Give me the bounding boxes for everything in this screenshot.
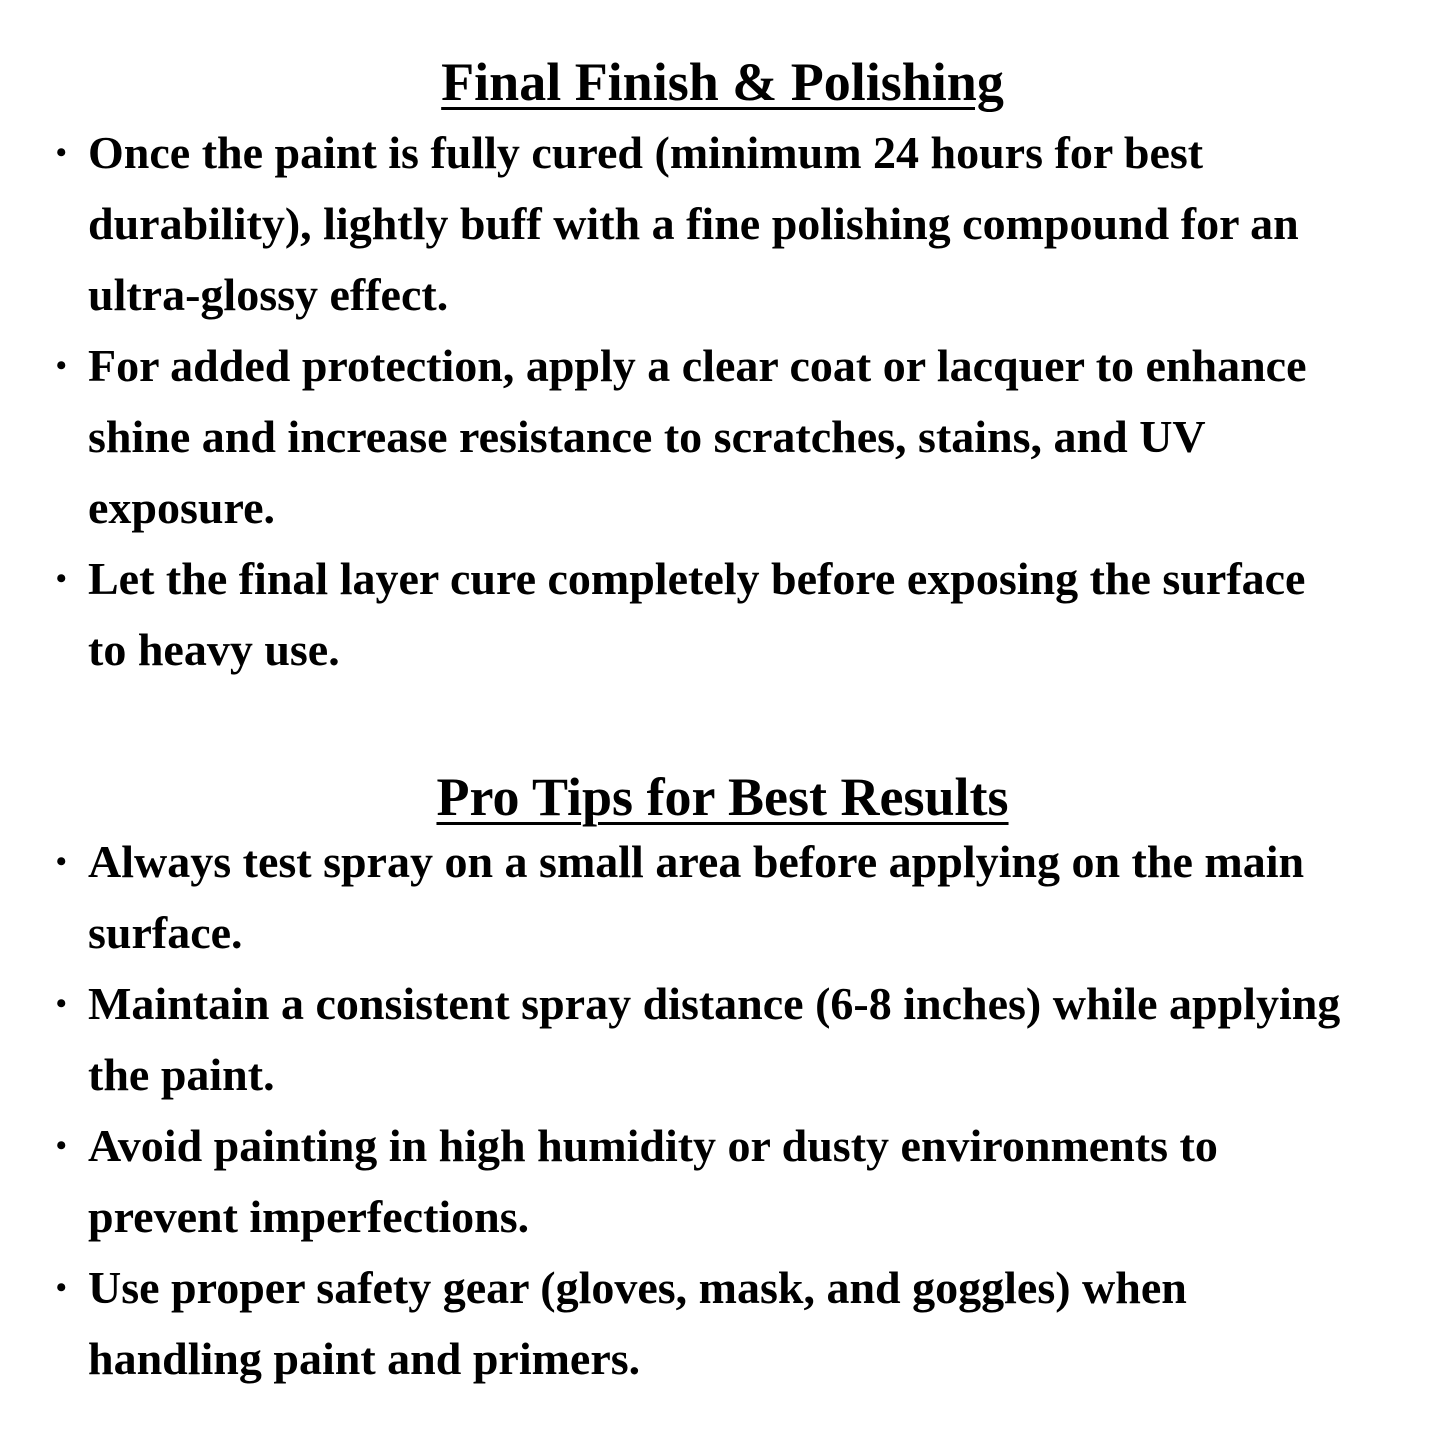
section-title-pro-tips: Pro Tips for Best Results	[436, 767, 1009, 827]
bullet-icon: •	[56, 349, 67, 382]
list-item: • Let the final layer cure completely before exposing the surface to heavy use.	[0, 543, 1445, 685]
bullet-icon: •	[56, 987, 67, 1020]
bullet-icon: •	[56, 1129, 67, 1162]
pro-tips-list	[0, 826, 1445, 1394]
list-item: • Avoid painting in high humidity or dusty environments to prevent imperfections.	[0, 1110, 1445, 1252]
bullet-icon: •	[56, 1271, 67, 1304]
list-item: • For added protection, apply a clear coat or lacquer to enhance shine and increase resistance to scratches, stains, and UV exposure.	[0, 330, 1445, 543]
list-item: • Once the paint is fully cured (minimum 24 hours for best durability), lightly buff with a fine polishing compound for an ultra-glossy effect.	[0, 117, 1445, 330]
bullet-icon: •	[56, 845, 67, 878]
bullet-icon: •	[56, 562, 67, 595]
final-finish-list	[0, 117, 1445, 685]
bullet-icon: •	[56, 136, 67, 169]
list-item: • Use proper safety gear (gloves, mask, and goggles) when handling paint and primers.	[0, 1252, 1445, 1394]
list-item: • Always test spray on a small area before applying on the main surface.	[0, 826, 1445, 968]
section-title-final-finish: Final Finish & Polishing	[441, 52, 1004, 112]
list-item: • Maintain a consistent spray distance (6-8 inches) while applying the paint.	[0, 968, 1445, 1110]
